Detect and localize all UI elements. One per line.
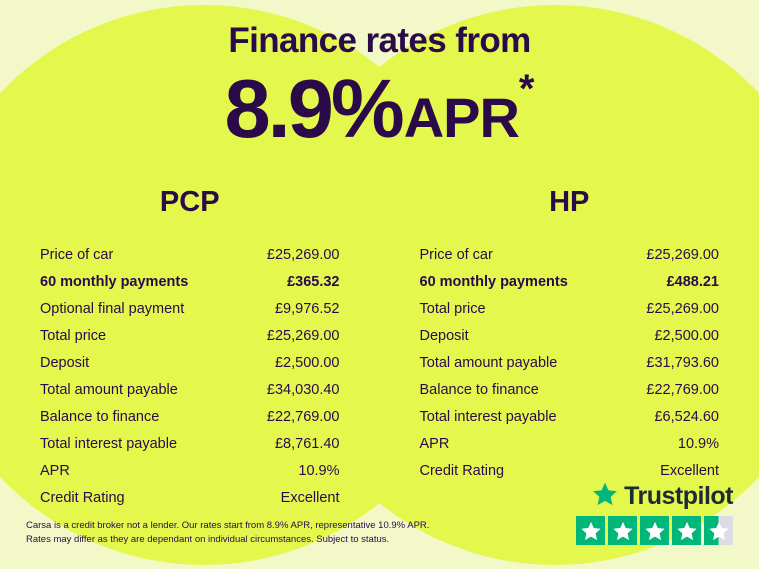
row-value: 10.9% bbox=[677, 435, 719, 452]
row-value: £2,500.00 bbox=[654, 327, 719, 344]
row-value: £9,976.52 bbox=[274, 300, 340, 317]
row-label: Deposit bbox=[419, 327, 469, 344]
star-icon bbox=[608, 516, 637, 545]
apr-asterisk: * bbox=[518, 67, 535, 111]
row-label: Balance to finance bbox=[40, 408, 160, 425]
table-row bbox=[420, 241, 720, 268]
column-title-hp: HP bbox=[549, 186, 590, 218]
disclaimer-line-2: Rates may differ as they are dependant on individual circumstances. Subject to status. bbox=[26, 533, 390, 545]
table-row bbox=[40, 268, 340, 295]
row-label: Total interest payable bbox=[40, 435, 178, 452]
row-label: APR bbox=[40, 462, 70, 479]
table-row bbox=[40, 430, 340, 457]
row-value: £2,500.00 bbox=[274, 354, 340, 371]
table-row bbox=[40, 295, 340, 322]
row-value: £25,269.00 bbox=[266, 327, 340, 344]
row-value: £25,269.00 bbox=[646, 246, 719, 263]
table-row bbox=[420, 457, 720, 484]
table-row bbox=[40, 349, 340, 376]
row-value: £34,030.40 bbox=[266, 381, 340, 398]
table-row bbox=[40, 322, 340, 349]
apr-headline bbox=[0, 62, 759, 155]
apr-unit: APR bbox=[403, 86, 519, 149]
finance-column-pcp bbox=[0, 186, 380, 511]
row-label: Price of car bbox=[419, 246, 493, 263]
trustpilot-logo bbox=[557, 481, 733, 512]
row-label: 60 monthly payments bbox=[40, 273, 189, 290]
row-value: £488.21 bbox=[666, 273, 719, 290]
row-label: Total price bbox=[419, 300, 486, 317]
star-icon bbox=[672, 516, 701, 545]
row-label: Credit Rating bbox=[40, 489, 125, 506]
trustpilot-name: Trustpilot bbox=[624, 482, 733, 510]
disclaimer-line-1: Carsa is a credit broker not a lender. Our rates start from 8.9% APR, representative 10.9% APR. bbox=[26, 519, 430, 531]
row-label: Total amount payable bbox=[40, 381, 178, 398]
row-label: 60 monthly payments bbox=[419, 273, 568, 290]
table-row bbox=[420, 322, 720, 349]
row-value: Excellent bbox=[280, 489, 340, 506]
table-row bbox=[40, 484, 340, 511]
row-value: £25,269.00 bbox=[646, 300, 719, 317]
row-value: £22,769.00 bbox=[646, 381, 719, 398]
row-value: £31,793.60 bbox=[646, 354, 719, 371]
row-value: 10.9% bbox=[298, 462, 340, 479]
table-row bbox=[420, 268, 720, 295]
finance-column-hp bbox=[380, 186, 759, 511]
star-icon bbox=[640, 516, 669, 545]
trustpilot-stars bbox=[557, 516, 733, 545]
row-label: Credit Rating bbox=[419, 462, 505, 479]
table-row bbox=[420, 430, 720, 457]
table-row bbox=[40, 241, 340, 268]
row-label: Balance to finance bbox=[419, 381, 539, 398]
row-value: £22,769.00 bbox=[266, 408, 340, 425]
disclaimer bbox=[26, 519, 546, 548]
row-label: APR bbox=[419, 435, 450, 452]
column-title-pcp: PCP bbox=[159, 186, 220, 218]
row-value: £25,269.00 bbox=[266, 246, 340, 263]
row-label: Total price bbox=[40, 327, 107, 344]
star-half-icon bbox=[704, 516, 733, 545]
row-value: Excellent bbox=[660, 462, 719, 479]
row-label: Total amount payable bbox=[419, 354, 558, 371]
apr-rate: 8.9% bbox=[224, 62, 402, 155]
table-row bbox=[420, 295, 720, 322]
table-row bbox=[420, 403, 720, 430]
page-title: Finance rates from bbox=[228, 21, 531, 60]
row-value: £6,524.60 bbox=[654, 408, 719, 425]
row-label: Optional final payment bbox=[40, 300, 185, 317]
table-row bbox=[40, 403, 340, 430]
row-label: Total interest payable bbox=[419, 408, 557, 425]
finance-columns bbox=[0, 186, 759, 511]
trustpilot-rating bbox=[557, 481, 733, 545]
table-row bbox=[40, 376, 340, 403]
row-label: Deposit bbox=[40, 354, 90, 371]
row-value: £365.32 bbox=[287, 273, 340, 290]
star-icon bbox=[576, 516, 605, 545]
trustpilot-star-icon bbox=[592, 481, 618, 512]
table-row bbox=[40, 457, 340, 484]
table-row bbox=[420, 349, 720, 376]
row-value: £8,761.40 bbox=[274, 435, 340, 452]
table-row bbox=[420, 376, 720, 403]
row-label: Price of car bbox=[40, 246, 114, 263]
